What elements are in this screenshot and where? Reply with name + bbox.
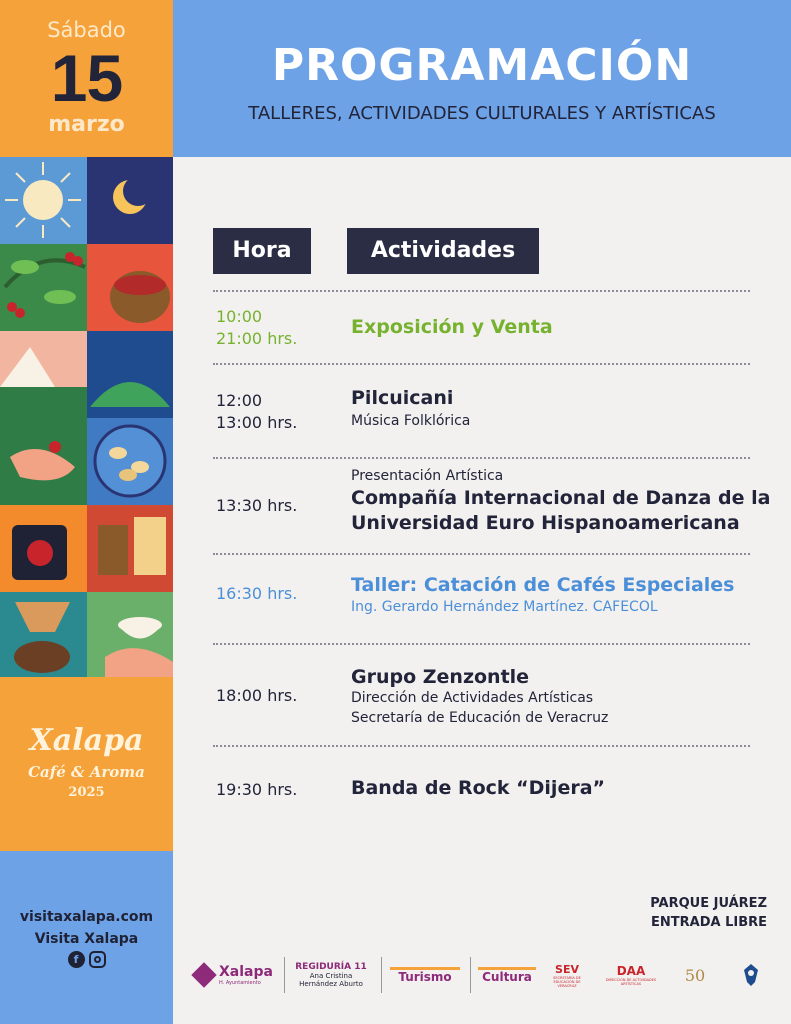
row-divider xyxy=(213,363,750,365)
regiduria-name1: Ana Cristina xyxy=(309,972,353,980)
regiduria-label: REGIDURÍA 11 xyxy=(295,962,367,972)
row-time-end: 13:00 hrs. xyxy=(216,413,298,432)
facebook-icon[interactable]: f xyxy=(68,951,85,968)
activity-title: Exposición y Venta xyxy=(351,316,553,338)
regiduria-logo xyxy=(290,945,372,1005)
row-time-start: 12:00 xyxy=(216,391,263,410)
row-divider xyxy=(213,553,750,555)
xalapa-logo-text: Xalapa xyxy=(219,964,273,980)
sev-logo xyxy=(547,945,587,1005)
page-title: PROGRAMACIÓN xyxy=(271,40,693,91)
row-divider xyxy=(213,457,750,459)
date-box xyxy=(0,0,173,157)
activity-title: Pilcuicani xyxy=(351,387,454,409)
cultura-label: Cultura xyxy=(478,967,536,984)
brand-name: Xalapa xyxy=(29,723,144,758)
activity-prefix: Presentación Artística xyxy=(351,468,504,484)
activity-title: Grupo Zenzontle xyxy=(351,666,530,688)
logo-separator xyxy=(470,957,471,993)
event-brand xyxy=(0,677,173,851)
sev-label: SEV xyxy=(555,962,579,976)
anniversary-logo xyxy=(677,945,713,1005)
activity-title: Taller: Catación de Cafés Especiales xyxy=(351,574,735,596)
xalapa-logo-subtext: H. Ayuntamiento xyxy=(219,980,261,986)
row-time-start: 10:00 xyxy=(216,307,263,326)
social-icons xyxy=(0,951,173,968)
coat-of-arms-icon xyxy=(740,962,762,988)
contact-box xyxy=(0,851,173,1024)
website-link[interactable]: visitaxalapa.com xyxy=(19,909,154,925)
sponsor-logos xyxy=(185,945,785,1005)
activity-detail: Ing. Gerardo Hernández Martínez. CAFECOL xyxy=(351,599,658,615)
instagram-icon[interactable] xyxy=(89,951,106,968)
date-weekday: Sábado xyxy=(47,18,126,42)
regiduria-name2: Hernández Aburto xyxy=(299,980,363,988)
logo-separator xyxy=(381,957,382,993)
sev-sublabel: SECRETARÍA DE EDUCACIÓN DE VERACRUZ xyxy=(553,975,581,988)
brand-subtitle: Café & Aroma xyxy=(28,763,145,781)
left-column xyxy=(0,0,173,1024)
institution-logo xyxy=(733,945,769,1005)
venue-name: PARQUE JUÁREZ xyxy=(650,896,767,911)
page-header xyxy=(173,0,791,157)
daa-logo xyxy=(600,945,662,1005)
turismo-logo xyxy=(390,945,460,1005)
column-header-actividades: Actividades xyxy=(347,228,539,274)
row-divider xyxy=(213,745,750,747)
anniversary-label: 50 xyxy=(684,965,706,985)
venue-info xyxy=(650,894,767,932)
date-month: marzo xyxy=(48,112,125,137)
xalapa-logo xyxy=(185,945,280,1005)
turismo-label: Turismo xyxy=(390,967,460,984)
daa-label: DAA xyxy=(616,964,646,978)
social-handle: Visita Xalapa xyxy=(34,931,139,947)
column-header-hora: Hora xyxy=(213,228,311,274)
date-day: 15 xyxy=(50,41,123,115)
row-time: 16:30 hrs. xyxy=(216,584,298,603)
decorative-artwork xyxy=(0,157,173,677)
activity-title-line2: Universidad Euro Hispanoamericana xyxy=(351,512,740,534)
logo-separator xyxy=(284,957,285,993)
activity-detail: Música Folklórica xyxy=(351,413,471,429)
row-time: 19:30 hrs. xyxy=(216,780,298,799)
cultura-logo xyxy=(478,945,536,1005)
row-time: 18:00 hrs. xyxy=(216,686,298,705)
row-time-end: 21:00 hrs. xyxy=(216,329,298,348)
activity-detail: Dirección de Actividades Artísticas xyxy=(351,690,594,706)
xalapa-emblem-icon xyxy=(191,962,216,987)
row-time: 13:30 hrs. xyxy=(216,496,298,515)
activity-detail-line2: Secretaría de Educación de Veracruz xyxy=(351,710,609,726)
row-divider xyxy=(213,290,750,292)
row-divider xyxy=(213,643,750,645)
coffee-illustration xyxy=(0,157,173,677)
activity-title: Banda de Rock “Dijera” xyxy=(351,777,606,799)
daa-sublabel: DIRECCIÓN DE ACTIVIDADES ARTÍSTICAS xyxy=(605,978,657,986)
page-subtitle: TALLERES, ACTIVIDADES CULTURALES Y ARTÍSTICAS xyxy=(248,103,716,124)
activity-title: Compañía Internacional de Danza de la xyxy=(351,487,771,509)
entry-info: ENTRADA LIBRE xyxy=(651,915,767,930)
brand-year: 2025 xyxy=(68,785,105,800)
